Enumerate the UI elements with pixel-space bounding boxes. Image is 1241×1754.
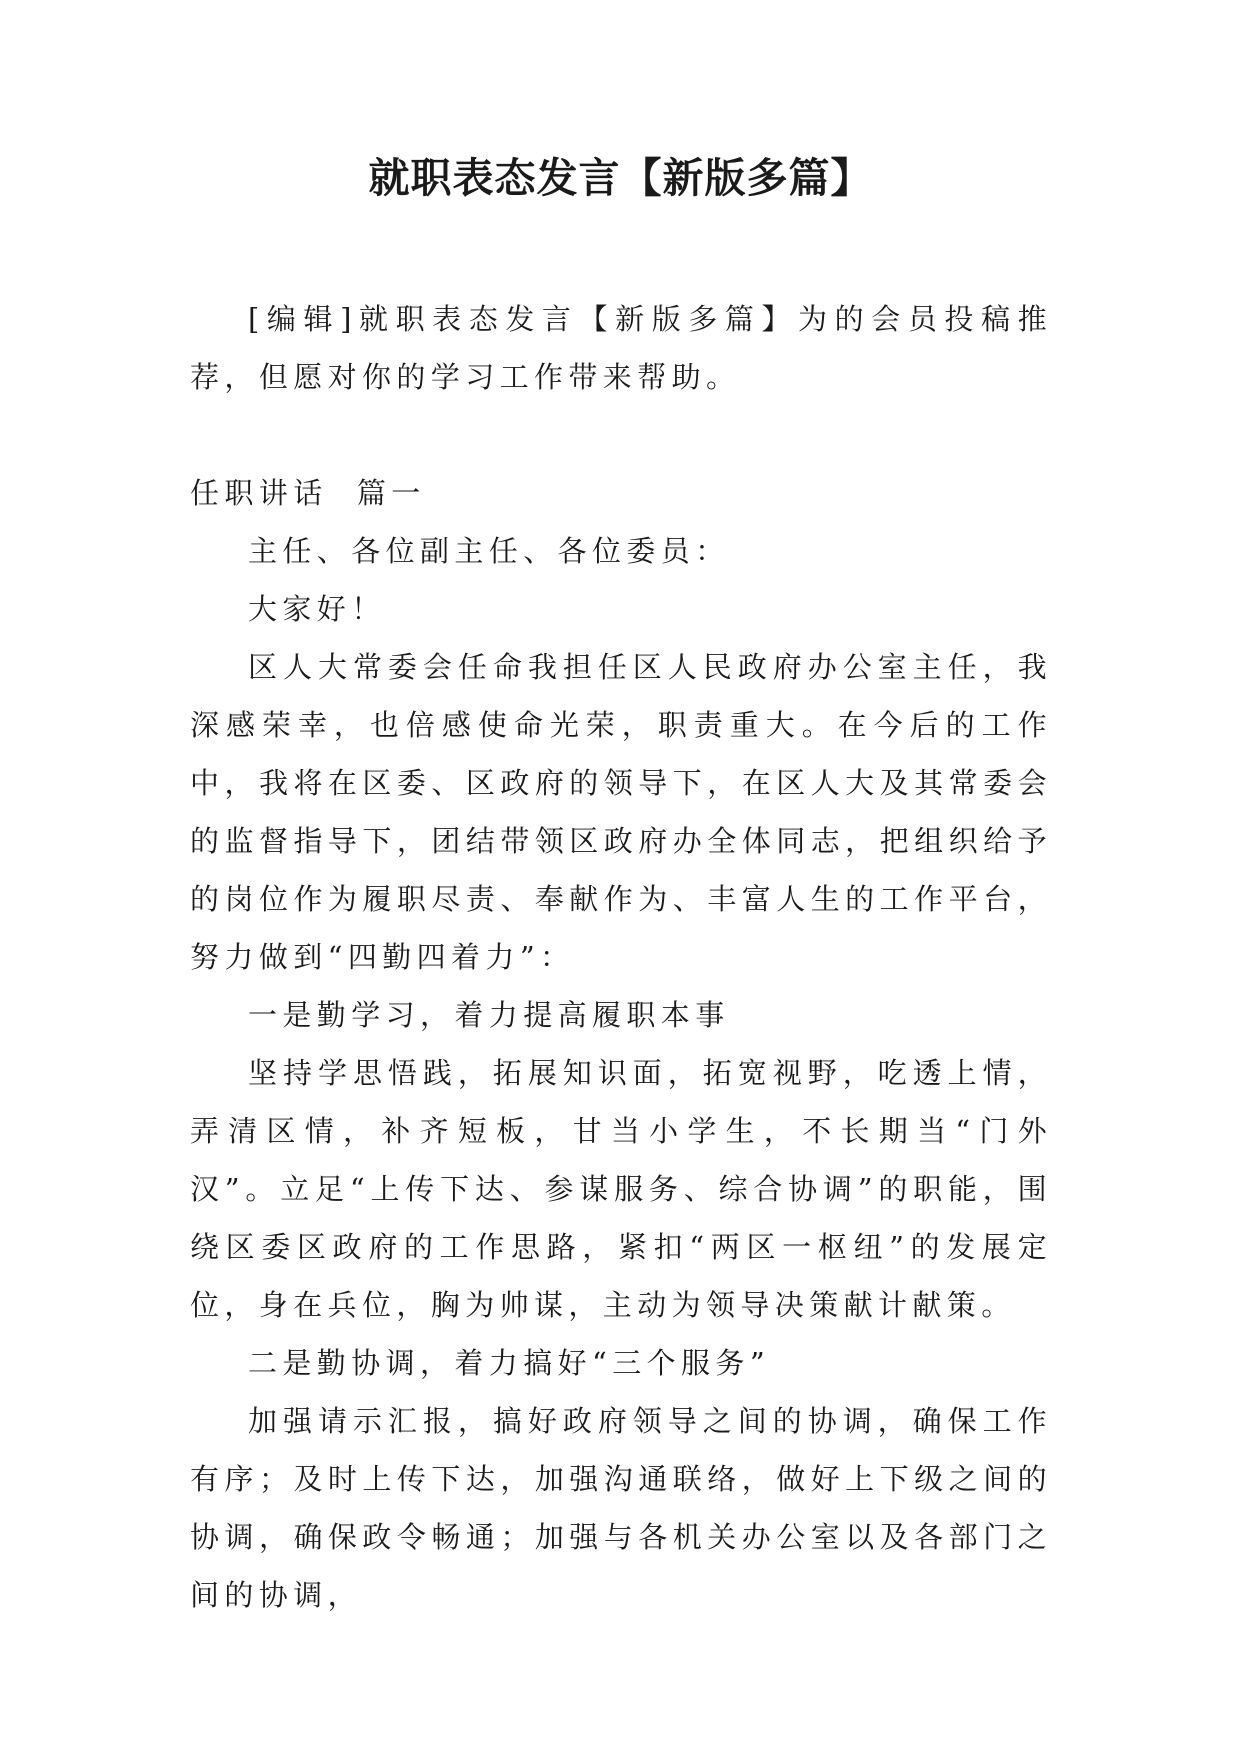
body-paragraph-salutation: 主任、各位副主任、各位委员： <box>248 534 730 568</box>
body-subheading: 二是勤协调，着力搞好“三个服务” <box>248 1346 771 1380</box>
body-subheading: 一是勤学习，着力提高履职本事 <box>248 998 730 1032</box>
document-body <box>190 290 1052 1624</box>
document-title: 就职表态发言【新版多篇】 <box>368 154 873 202</box>
body-paragraph-greeting: 大家好！ <box>248 592 386 626</box>
intro-paragraph: [编辑]就职表态发言【新版多篇】为的会员投稿推荐，但愿对你的学习工作带来帮助。 <box>190 302 1052 394</box>
body-paragraph: 区人大常委会任命我担任区人民政府办公室主任，我深感荣幸，也倍感使命光荣，职责重大。在今后的工作中，我将在区委、区政府的领导下，在区人大及其常委会的监督指导下，团结带领区政府办全体同志，把组织给予的岗位作为履职尽责、奉献作为、丰富人生的工作平台，努力做到“四勤四着力”： <box>190 650 1052 974</box>
body-paragraph: 坚持学思悟践，拓展知识面，拓宽视野，吃透上情，弄清区情，补齐短板，甘当小学生，不长期当“门外汉”。立足“上传下达、参谋服务、综合协调”的职能，围绕区委区政府的工作思路，紧扣“两区一枢纽”的发展定位，身在兵位，胸为帅谋，主动为领导决策献计献策。 <box>190 1056 1052 1322</box>
section-heading: 任职讲话 篇一 <box>190 476 426 510</box>
body-paragraph: 加强请示汇报，搞好政府领导之间的协调，确保工作有序；及时上传下达，加强沟通联络，做好上下级之间的协调，确保政令畅通；加强与各机关办公室以及各部门之间的协调， <box>190 1404 1052 1612</box>
